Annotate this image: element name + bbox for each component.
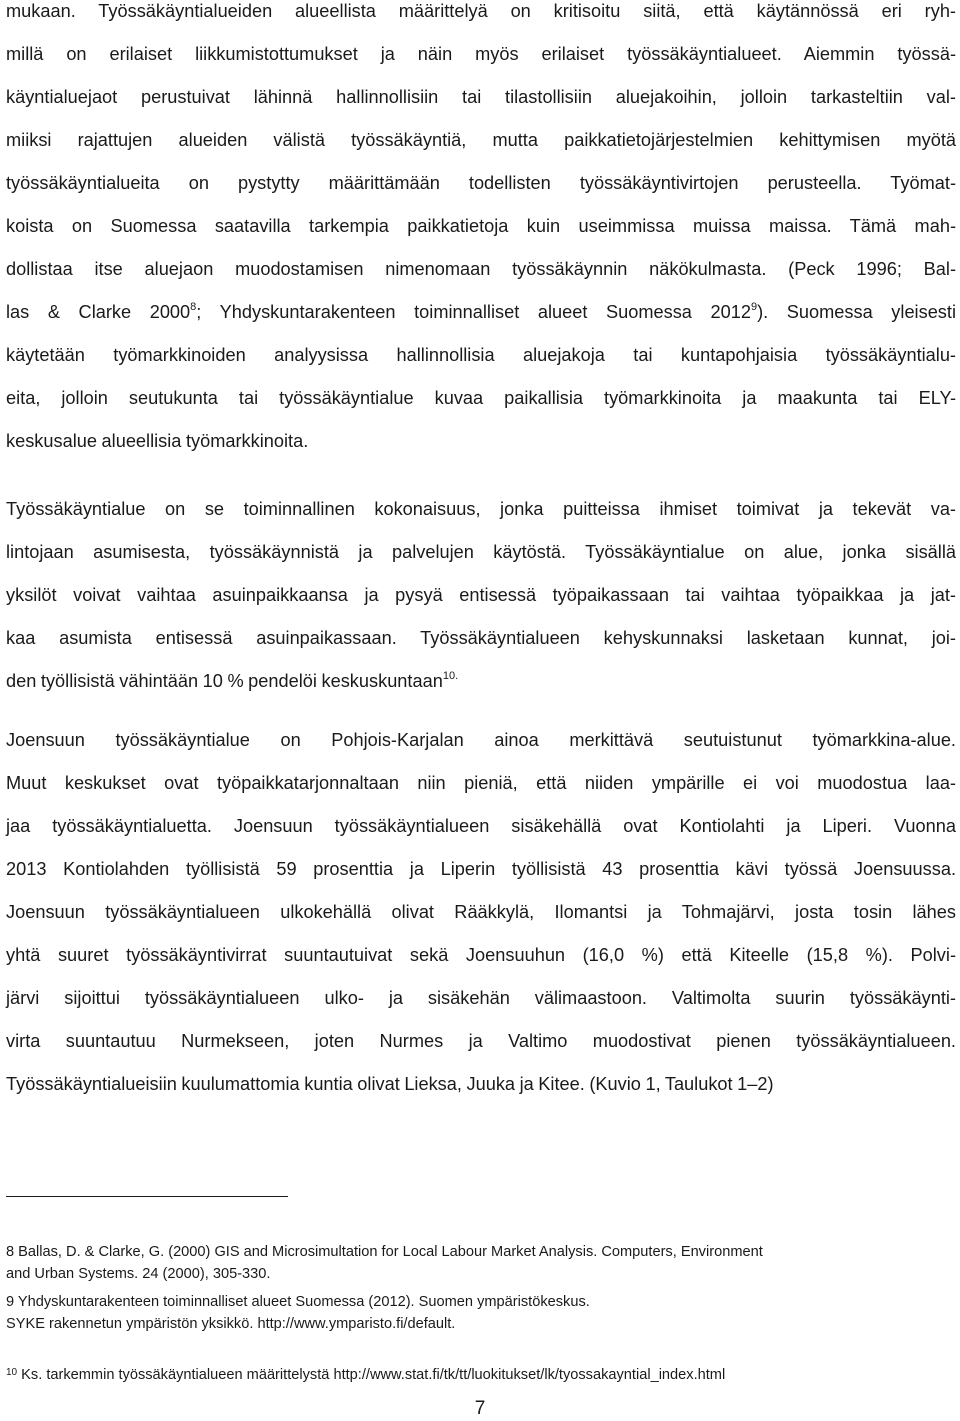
text-line: yhtä suuret työssäkäyntivirrat suuntautuivat sekä Joensuuhun (16,0 %) että Kiteelle (15,8 %). Polvi- xyxy=(6,945,956,965)
text-fragment: ; Yhdyskuntarakenteen toiminnalliset alueet Suomessa 2012 xyxy=(196,302,751,322)
page-number: 7 xyxy=(474,1398,486,1419)
text-line: 2013 Kontiolahden työllisistä 59 prosenttia ja Liperin työllisistä 43 prosenttia kävi työssä Joensuussa. xyxy=(6,859,956,879)
text-fragment: den työllisistä vähintään 10 % pendelöi keskuskuntaan xyxy=(6,671,443,691)
footnote-ref-9: 9 xyxy=(750,301,758,313)
footnote-10 xyxy=(6,1364,946,1386)
text-line: virta suuntautuu Nurmekseen, joten Nurmes ja Valtimo muodostivat pienen työssäkäyntialueen. xyxy=(6,1031,956,1051)
footnote-line: SYKE rakennetun ympäristön yksikkö. http://www.ymparisto.fi/default. xyxy=(6,1316,456,1332)
paragraph-3 xyxy=(6,719,956,1106)
footnote-line: 8 Ballas, D. & Clarke, G. (2000) GIS and Microsimultation for Local Labour Market Analysis. Computers, Environment xyxy=(6,1244,763,1260)
paragraph-2 xyxy=(6,488,956,703)
text-line: lintojaan asumisesta, työssäkäynnistä ja palvelujen käytöstä. Työssäkäyntialue on alue, jonka sisällä xyxy=(6,542,956,562)
text-line: Työssäkäyntialueisiin kuulumattomia kuntia olivat Lieksa, Juuka ja Kitee. (Kuvio 1, Taulukot 1–2) xyxy=(6,1074,774,1094)
text-fragment: las & Clarke 2000 xyxy=(6,302,191,322)
text-line: Joensuun työssäkäyntialueen ulkokehällä olivat Rääkkylä, Ilomantsi ja Tohmajärvi, josta tosin lähes xyxy=(6,902,956,922)
footnote-8 xyxy=(6,1241,946,1285)
footnote-9 xyxy=(6,1291,946,1335)
text-line: käytetään työmarkkinoiden analyysissa hallinnollisia aluejakoja tai kuntapohjaisia työssäkäyntialu- xyxy=(6,345,956,365)
text-line-with-footnote-refs xyxy=(6,291,956,334)
text-line: käyntialuejaot perustuivat lähinnä hallinnollisiin tai tilastollisiin aluejakoihin, jolloin tarkasteltiin val- xyxy=(6,87,956,107)
text-line: millä on erilaiset liikkumistottumukset ja näin myös erilaiset työssäkäyntialueet. Aiemmin työssä- xyxy=(6,44,956,64)
text-line: Joensuun työssäkäyntialue on Pohjois-Karjalan ainoa merkittävä seutuistunut työmarkkina-alue. xyxy=(6,730,956,750)
footnote-separator xyxy=(6,1196,288,1197)
footnote-ref-10: 10. xyxy=(442,670,459,682)
text-line-with-footnote-ref xyxy=(6,660,956,703)
text-line: eita, jolloin seutukunta tai työssäkäyntialue kuvaa paikallisia työmarkkinoita ja maakunta tai ELY- xyxy=(6,388,956,408)
text-line: työssäkäyntialueita on pystytty määrittämään todellisten työssäkäyntivirtojen perusteella. Työmat- xyxy=(6,173,956,193)
text-line: Muut keskukset ovat työpaikkatarjonnaltaan niin pieniä, että niiden ympärille ei voi muodostua laa- xyxy=(6,773,956,793)
text-line: koista on Suomessa saatavilla tarkempia paikkatietoja kuin useimmissa muissa maissa. Tämä mah- xyxy=(6,216,956,236)
footnote-marker: 10 xyxy=(6,1367,18,1378)
text-line: miiksi rajattujen alueiden välistä työssäkäyntiä, mutta paikkatietojärjestelmien kehittymisen myötä xyxy=(6,130,956,150)
text-line: keskusalue alueellisia työmarkkinoita. xyxy=(6,431,309,451)
text-fragment: ). Suomessa yleisesti xyxy=(757,302,956,322)
text-line: Työssäkäyntialue on se toiminnallinen kokonaisuus, jonka puitteissa ihmiset toimivat ja tekevät va- xyxy=(6,499,956,519)
footnote-line: Ks. tarkemmin työssäkäyntialueen määrittelystä http://www.stat.fi/tk/tt/luokitukset/lk/tyossakayntial_index.html xyxy=(17,1367,726,1383)
text-line: dollistaa itse aluejaon muodostamisen nimenomaan työssäkäynnin näkökulmasta. (Peck 1996; Bal- xyxy=(6,259,956,279)
text-line: yksilöt voivat vaihtaa asuinpaikkaansa ja pysyä entisessä työpaikassaan tai vaihtaa työpaikkaa ja jat- xyxy=(6,585,956,605)
paragraph-1 xyxy=(6,0,956,463)
footnote-line: and Urban Systems. 24 (2000), 305-330. xyxy=(6,1266,271,1282)
text-line: järvi sijoittui työssäkäyntialueen ulko- ja sisäkehän välimaastoon. Valtimolta suurin työssäkäynti- xyxy=(6,988,956,1008)
footnote-ref-8: 8 xyxy=(190,301,197,313)
footnote-line: 9 Yhdyskuntarakenteen toiminnalliset alueet Suomessa (2012). Suomen ympäristökeskus. xyxy=(6,1294,590,1310)
text-line: mukaan. Työssäkäyntialueiden alueellista määrittelyä on kritisoitu siitä, että käytännössä eri ryh- xyxy=(6,1,956,21)
text-line: jaa työssäkäyntialuetta. Joensuun työssäkäyntialueen sisäkehällä ovat Kontiolahti ja Liperi. Vuonna xyxy=(6,816,956,836)
text-line: kaa asumista entisessä asuinpaikassaan. Työssäkäyntialueen kehyskunnaksi lasketaan kunnat, joi- xyxy=(6,628,956,648)
